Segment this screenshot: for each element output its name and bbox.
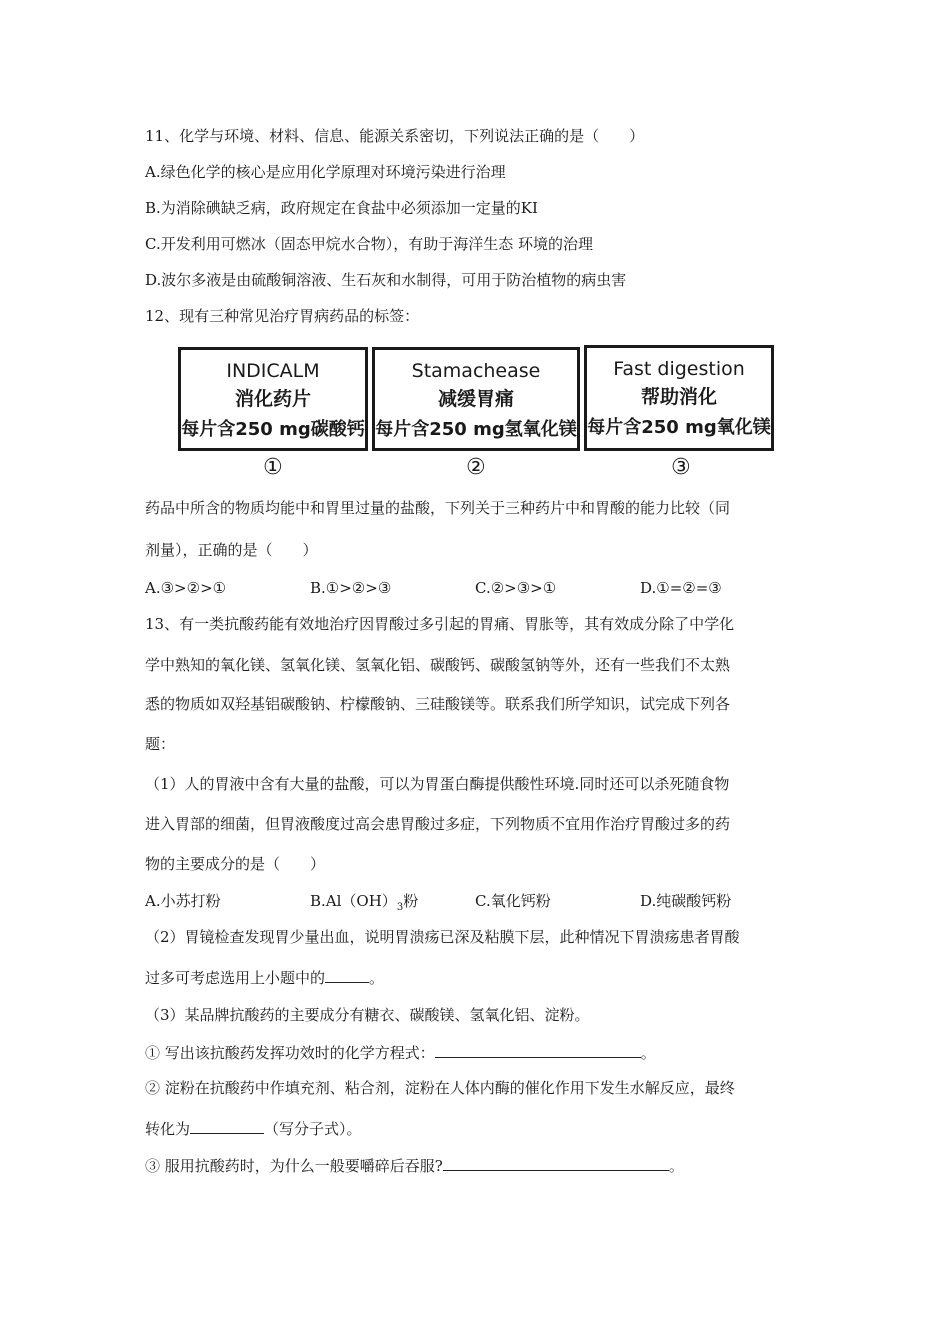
q13-part3-stem: （3）某品牌抗酸药的主要成分有糖衣、碳酸镁、氢氧化铝、淀粉。 (145, 1006, 590, 1024)
q13-part1-line-1: （1）人的胃液中含有大量的盐酸，可以为胃蛋白酶提供酸性环境.同时还可以杀死随食物 (145, 775, 730, 793)
label-1-number: ① (263, 455, 283, 480)
q13-stem-line-3: 悉的物质如双羟基铝碳酸钠、柠檬酸钠、三硅酸镁等。联系我们所学知识，试完成下列各 (145, 695, 731, 713)
label-3-number: ③ (671, 455, 691, 480)
q13-part2-text: 过多可考虑选用上小题中的 (145, 969, 326, 987)
label-3-content: 每片含250 mg氧化镁 (587, 417, 771, 438)
q13-sub3-period: 。 (668, 1157, 684, 1175)
q13-sub1-period: 。 (640, 1044, 656, 1062)
q12-text-line-1: 药品中所含的物质均能中和胃里过量的盐酸，下列关于三种药片中和胃酸的能力比较（同 (145, 499, 731, 517)
label-1-use: 消化药片 (234, 388, 311, 410)
q11-stem: 11、化学与环境、材料、信息、能源关系密切，下列说法正确的是（ ） (145, 127, 645, 145)
medicine-label-2 (372, 347, 580, 451)
q13-option-b (310, 891, 418, 918)
label-3-name: Fast digestion (613, 358, 745, 380)
q13-option-b-subscript: 3 (396, 902, 404, 913)
q13-part1-line-3: 物的主要成分的是（ ） (145, 855, 326, 873)
label-1-content: 每片含250 mg碳酸钙 (181, 419, 365, 440)
label-1-name: INDICALM (226, 360, 320, 382)
q13-sub1 (145, 1042, 656, 1063)
q11-option-c: C.开发利用可燃冰（固态甲烷水合物），有助于海洋生态 环境的治理 (145, 235, 593, 253)
q11-option-b: B.为消除碘缺乏病，政府规定在食盐中必须添加一定量的KI (145, 199, 538, 217)
q13-stem-line-2: 学中熟知的氧化镁、氢氧化镁、氢氧化铝、碳酸钙、碳酸氢钠等外，还有一些我们不太熟 (145, 656, 731, 674)
q13-part2-line-1: （2）胃镜检查发现胃少量出血，说明胃溃疡已深及粘膜下层，此种情况下胃溃疡患者胃酸 (145, 928, 740, 946)
q13-sub2-answer-blank[interactable] (190, 1118, 264, 1134)
label-3-use: 帮助消化 (640, 386, 717, 408)
q13-sub2-suffix: （写分子式）。 (264, 1120, 362, 1138)
q13-sub1-answer-blank[interactable] (435, 1042, 641, 1058)
q13-sub2-line-2 (145, 1118, 362, 1139)
q13-part2-line-2 (145, 967, 384, 988)
q13-stem-line-1: 13、有一类抗酸药能有效地治疗因胃酸过多引起的胃痛、胃胀等，其有效成分除了中学化 (145, 615, 735, 633)
medicine-label-1 (178, 347, 368, 451)
q12-option-b: B.①>②>③ (310, 579, 392, 597)
q13-option-d: D.纯碳酸钙粉 (640, 892, 732, 910)
q13-option-b-text: B.Al（OH） (310, 892, 397, 910)
q13-part1-line-2: 进入胃部的细菌，但胃液酸度过高会患胃酸过多症，下列物质不宜用作治疗胃酸过多的药 (145, 815, 731, 833)
q13-sub3-answer-blank[interactable] (443, 1155, 669, 1171)
q13-option-a: A.小苏打粉 (145, 892, 221, 910)
label-2-content: 每片含250 mg氢氧化镁 (375, 419, 577, 440)
q11-option-a: A.绿色化学的核心是应用化学原理对环境污染进行治理 (145, 163, 506, 181)
label-2-name: Stamachease (411, 360, 541, 382)
q11-option-d: D.波尔多液是由硫酸铜溶液、生石灰和水制得，可用于防治植物的病虫害 (145, 271, 627, 289)
q13-part2-period: 。 (369, 969, 385, 987)
q13-sub3 (145, 1155, 684, 1176)
label-2-use: 减缓胃痛 (437, 388, 514, 410)
q12-option-d: D.①=②=③ (640, 579, 722, 597)
label-2-number: ② (466, 455, 486, 480)
q13-sub1-text: ① 写出该抗酸药发挥功效时的化学方程式： (145, 1044, 435, 1062)
q13-sub2-text: 转化为 (145, 1120, 191, 1138)
medicine-label-3 (584, 345, 774, 451)
q13-sub3-text: ③ 服用抗酸药时，为什么一般要嚼碎后吞服? (145, 1157, 443, 1175)
q13-option-b-suffix: 粉 (403, 892, 419, 910)
q13-part2-answer-blank[interactable] (325, 967, 369, 983)
q13-stem-line-4: 题： (145, 735, 176, 753)
q13-sub2-line-1: ② 淀粉在抗酸药中作填充剂、粘合剂，淀粉在人体内酶的催化作用下发生水解反应，最终 (145, 1079, 735, 1097)
q12-option-c: C.②>③>① (475, 579, 557, 597)
q12-text-line-2: 剂量），正确的是（ ） (145, 541, 318, 559)
q13-option-c: C.氧化钙粉 (475, 892, 551, 910)
q12-stem: 12、现有三种常见治疗胃病药品的标签： (145, 307, 420, 325)
q12-option-a: A.③>②>① (145, 579, 227, 597)
